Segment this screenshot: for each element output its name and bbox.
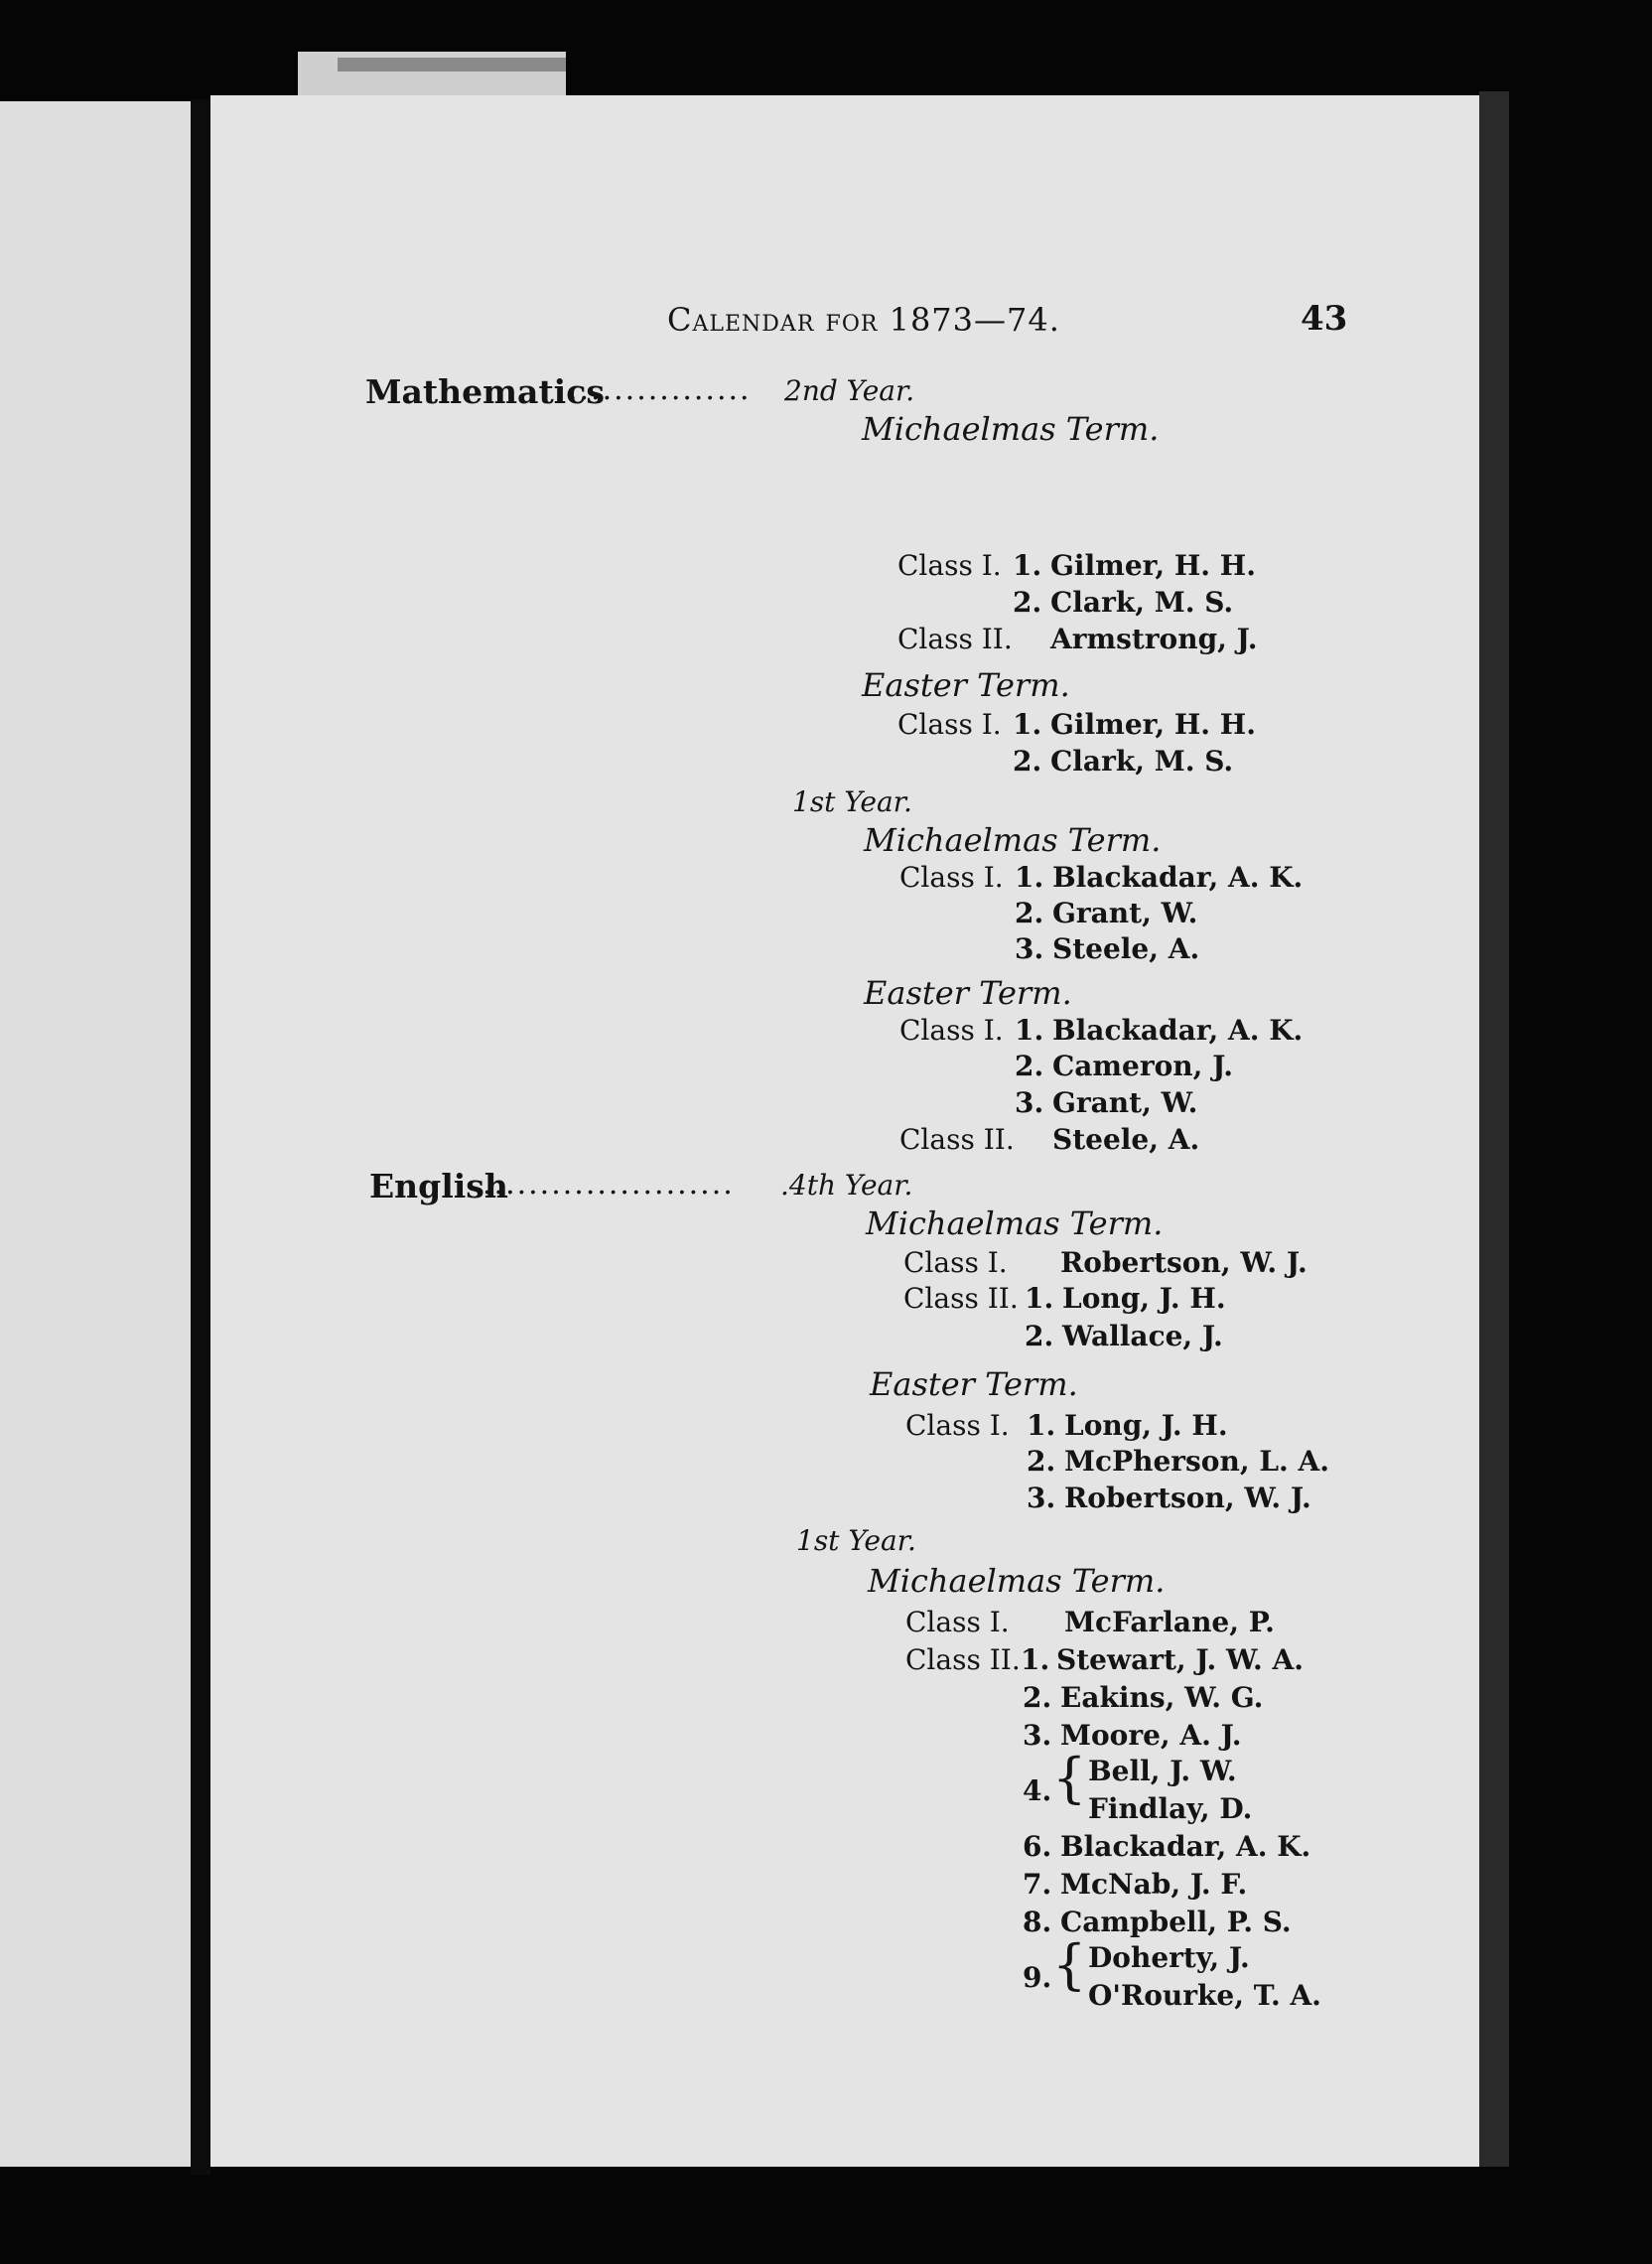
term-heading: Easter Term. (870, 1365, 1078, 1403)
student-name: Robertson, W. J. (1060, 1246, 1308, 1279)
subject-english: English (369, 1167, 508, 1205)
rank-number: 4. (1023, 1774, 1052, 1807)
tie-brace: { (1052, 1933, 1087, 1996)
student-name: McNab, J. F. (1060, 1868, 1248, 1901)
student-name: Wallace, J. (1062, 1320, 1223, 1352)
student-name: McFarlane, P. (1064, 1606, 1275, 1638)
student-name: Campbell, P. S. (1060, 1906, 1292, 1938)
student-name: O'Rourke, T. A. (1088, 1979, 1321, 2012)
rank-number: 1. (1021, 1643, 1050, 1676)
term-heading: Michaelmas Term. (864, 821, 1162, 859)
student-name: Blackadar, A. K. (1060, 1830, 1311, 1863)
rank-number: 3. (1015, 1086, 1044, 1119)
student-name: Clark, M. S. (1050, 745, 1234, 778)
rank-number: 1. (1013, 708, 1042, 741)
student-name: Bell, J. W. (1088, 1755, 1237, 1787)
running-header: Calendar for 1873—74. (667, 301, 1060, 339)
student-name: Gilmer, H. H. (1050, 549, 1256, 582)
student-name: Findlay, D. (1088, 1792, 1253, 1825)
term-heading: Easter Term. (862, 666, 1070, 704)
rank-number: 2. (1027, 1445, 1056, 1478)
class-label: Class II. (905, 1643, 1021, 1676)
student-name: Robertson, W. J. (1064, 1482, 1311, 1514)
class-label: Class I. (905, 1409, 1010, 1442)
year-label: .4th Year. (780, 1169, 913, 1202)
class-label: Class I. (899, 861, 1004, 894)
rank-number: 8. (1023, 1906, 1052, 1938)
year-label: 1st Year. (792, 785, 912, 818)
student-name: Grant, W. (1052, 1086, 1198, 1119)
rank-number: 2. (1015, 897, 1044, 929)
term-heading: Michaelmas Term. (868, 1562, 1166, 1600)
document-page (210, 95, 1479, 2167)
student-name: Blackadar, A. K. (1052, 861, 1304, 894)
term-heading: Easter Term. (864, 974, 1072, 1012)
class-label: Class I. (905, 1606, 1010, 1638)
rank-number: 9. (1023, 1961, 1052, 1994)
rank-number: 1. (1025, 1282, 1054, 1315)
class-label: Class II. (899, 1123, 1015, 1156)
rank-number: 6. (1023, 1830, 1052, 1863)
page-number: 43 (1301, 299, 1348, 339)
student-name: Armstrong, J. (1050, 623, 1258, 655)
facing-page (0, 101, 191, 2167)
student-name: Steele, A. (1052, 932, 1200, 965)
book-gutter (191, 99, 210, 2175)
student-name: Long, J. H. (1062, 1282, 1226, 1315)
page-edge (1479, 91, 1509, 2167)
student-name: Clark, M. S. (1050, 586, 1234, 619)
rank-number: 2. (1013, 745, 1042, 778)
dot-leader: ................ (568, 372, 752, 407)
rank-number: 2. (1013, 586, 1042, 619)
student-name: Long, J. H. (1064, 1409, 1228, 1442)
student-name: Steele, A. (1052, 1123, 1200, 1156)
rank-number: 2. (1023, 1681, 1052, 1714)
student-name: Eakins, W. G. (1060, 1681, 1264, 1714)
student-name: Stewart, J. W. A. (1056, 1643, 1305, 1676)
class-label: Class I. (899, 1014, 1004, 1047)
class-label: Class I. (903, 1246, 1008, 1279)
student-name: Grant, W. (1052, 897, 1198, 929)
student-name: McPherson, L. A. (1064, 1445, 1329, 1478)
rank-number: 1. (1015, 861, 1044, 894)
year-label: 2nd Year. (784, 374, 915, 407)
rank-number: 2. (1015, 1050, 1044, 1082)
term-heading: Michaelmas Term. (866, 1204, 1164, 1242)
rank-number: 2. (1025, 1320, 1054, 1352)
rank-number: 3. (1023, 1719, 1052, 1752)
year-label: 1st Year. (796, 1524, 916, 1557)
student-name: Moore, A. J. (1060, 1719, 1242, 1752)
class-label: Class I. (897, 708, 1002, 741)
term-heading: Michaelmas Term. (862, 410, 1160, 448)
rank-number: 3. (1027, 1482, 1056, 1514)
rank-number: 1. (1013, 549, 1042, 582)
student-name: Gilmer, H. H. (1050, 708, 1256, 741)
rank-number: 7. (1023, 1868, 1052, 1901)
class-label: Class II. (903, 1282, 1019, 1315)
student-name: Cameron, J. (1052, 1050, 1233, 1082)
rank-number: 1. (1015, 1014, 1044, 1047)
scan-tab-shadow (338, 58, 566, 71)
class-label: Class II. (897, 623, 1013, 655)
student-name: Blackadar, A. K. (1052, 1014, 1304, 1047)
rank-number: 1. (1027, 1409, 1056, 1442)
subject-mathematics: Mathematics (365, 372, 605, 411)
student-name: Doherty, J. (1088, 1941, 1250, 1974)
tie-brace: { (1052, 1747, 1087, 1809)
class-label: Class I. (897, 549, 1002, 582)
rank-number: 3. (1015, 932, 1044, 965)
dot-leader: ...................... (482, 1167, 735, 1202)
